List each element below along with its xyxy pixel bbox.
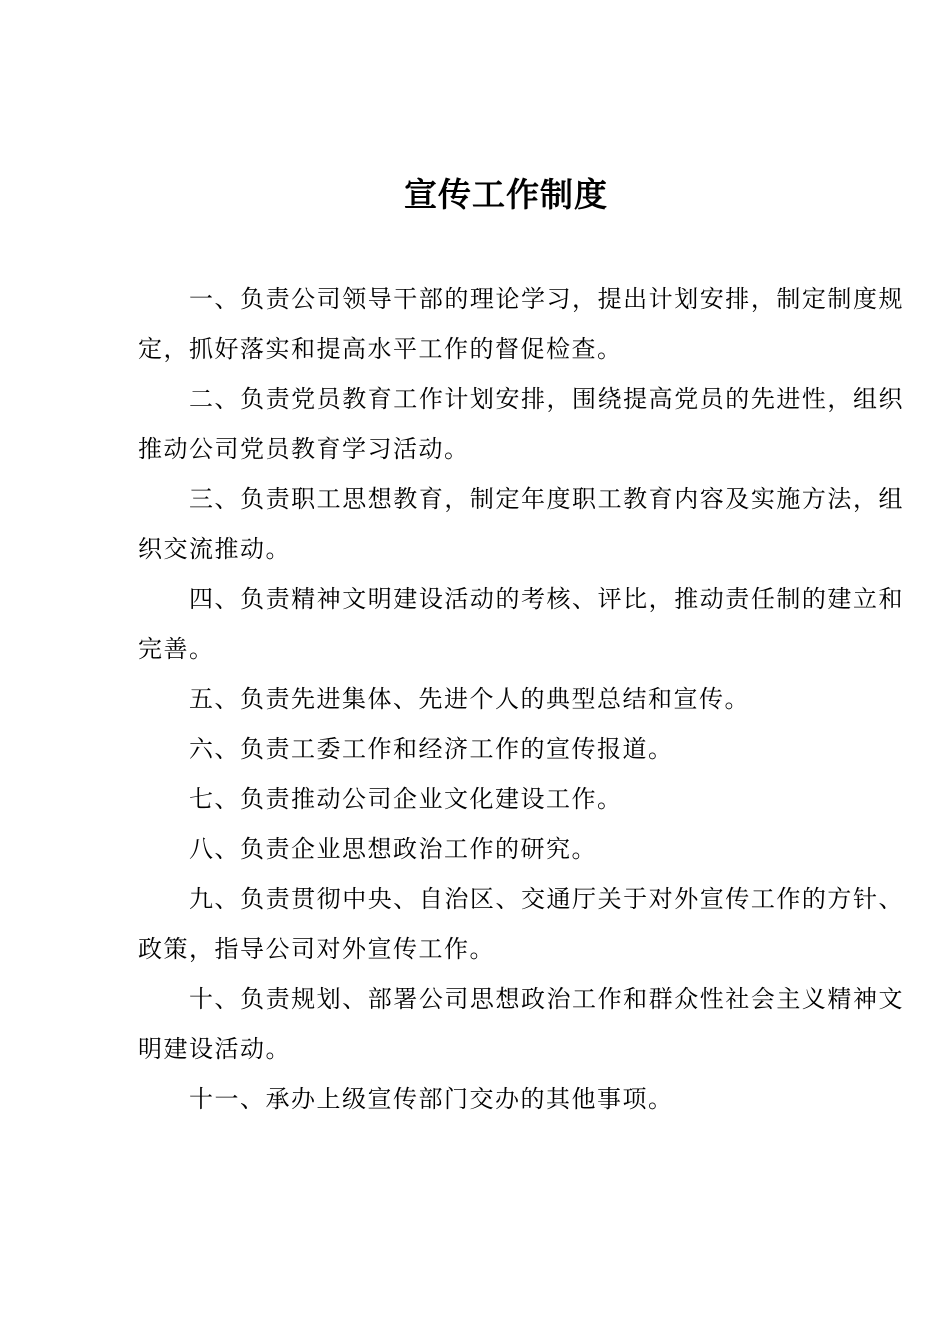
paragraph-9: 九、负责贯彻中央、自治区、交通厅关于对外宣传工作的方针、政策，指导公司对外宣传工作。 (138, 885, 904, 963)
paragraph-6: 六、负责工委工作和经济工作的宣传报道。 (189, 735, 674, 763)
paragraph-5: 五、负责先进集体、先进个人的典型总结和宣传。 (189, 685, 750, 713)
paragraph-11: 十一、承办上级宣传部门交办的其他事项。 (189, 1085, 674, 1113)
paragraph-10: 十、负责规划、部署公司思想政治工作和群众性社会主义精神文明建设活动。 (138, 985, 904, 1063)
paragraph-2: 二、负责党员教育工作计划安排，围绕提高党员的先进性，组织推动公司党员教育学习活动。 (138, 385, 904, 463)
paragraph-4: 四、负责精神文明建设活动的考核、评比，推动责任制的建立和完善。 (138, 585, 904, 663)
paragraph-1: 一、负责公司领导干部的理论学习，提出计划安排，制定制度规定，抓好落实和提高水平工作的督促检查。 (138, 285, 904, 363)
paragraph-3: 三、负责职工思想教育，制定年度职工教育内容及实施方法，组织交流推动。 (138, 485, 904, 563)
paragraph-7: 七、负责推动公司企业文化建设工作。 (189, 785, 623, 813)
paragraph-8: 八、负责企业思想政治工作的研究。 (189, 835, 597, 863)
document-title: 宣传工作制度 (404, 175, 608, 214)
document-body (138, 274, 904, 1124)
